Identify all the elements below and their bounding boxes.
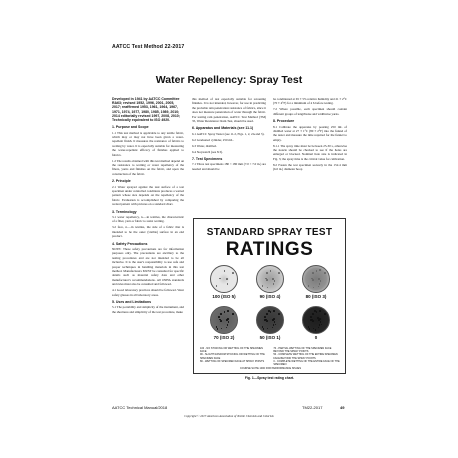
paragraph-8-2: 8.2 Fasten the test specimen securely in the 152.4 mm (6.0 in.) diameter hoop — [273, 162, 347, 172]
spray-point — [314, 310, 316, 312]
spray-point — [267, 328, 269, 330]
specimen-label: 50 (ISO 1) — [259, 335, 281, 340]
specimen-label: 80 (ISO 3) — [305, 294, 327, 299]
spray-point — [232, 272, 234, 274]
spray-point — [275, 324, 277, 326]
spray-point — [264, 319, 266, 321]
chart-footnote: COURSE SUITE 1000 FOR PERFORMANCE ISSUES — [240, 367, 301, 371]
spray-point — [266, 320, 268, 322]
specimen-rating — [256, 265, 284, 299]
spray-point — [308, 285, 310, 287]
spray-point — [278, 313, 280, 315]
spray-point — [232, 313, 234, 315]
spray-point — [321, 324, 323, 326]
specimen-label: 100 (ISO 5) — [212, 294, 236, 299]
spray-point — [319, 283, 321, 285]
section-heading-uses: 5. Uses and Limitations — [112, 299, 152, 304]
spray-point — [316, 311, 318, 313]
document-title: Water Repellency: Spray Test — [155, 74, 303, 86]
specimen-rating — [302, 265, 330, 299]
specimen-rating — [302, 306, 330, 340]
spray-point — [319, 318, 321, 320]
document-header: AATCC Test Method 22-2017 — [112, 44, 185, 50]
development-history: Developed in 1941 by AATCC Committee RA63; revised 1952, 1996, 2001, 2005, 2017; reaffirmed 1953, 1961, 1964, 1967, 1971, 1974, 1977, 1980, 1985, 1989, 2010; 2014 editorially revised 1997, 2008, 2010; Technically equivalent to ISO 4920. — [112, 97, 180, 123]
section-heading-specimens: 7. Test Specimens — [192, 156, 223, 161]
specimen-rating — [210, 306, 238, 340]
paragraph-7-1: 7.1 Three test specimens 180 × 180 mm (7.0 × 7.0 in.) are needed and should be — [192, 162, 267, 171]
paragraph-7-1-cont: be conditioned at 65 ± 5% relative humidity and 21 ± 2°C (70 ± 4°F) for a minimum of 4 h before testing. — [273, 97, 347, 106]
paragraph-6-3: 6.3 Water, distilled. — [192, 143, 217, 148]
specimen-disc — [210, 306, 238, 334]
specimen-rating — [256, 306, 284, 340]
spray-point — [273, 310, 275, 312]
section-heading-safety: 4. Safety Precautions — [112, 241, 148, 246]
spray-point — [274, 280, 276, 282]
legend-entry: 50 - COMPLETE WETTING OF THE ENTIRE SPECIMEN FACE BEYOND THE SPRAY POINTS — [273, 353, 338, 360]
spray-point — [262, 285, 264, 287]
spray-point — [312, 272, 314, 274]
spray-point — [227, 283, 229, 285]
spray-point — [220, 313, 222, 315]
spray-point — [320, 280, 322, 282]
section-heading-apparatus: 6. Apparatus and Materials (see 11.1) — [192, 126, 254, 131]
spray-point — [226, 327, 228, 329]
legend-entry: 90 - SLIGHT RANDOM STICKING OR WETTING OF THE SPECIMEN FACE — [200, 353, 265, 360]
page-number: 49 — [340, 405, 345, 410]
paragraph-1-1: 1.1 This test method is applicable to any textile fabric, which may or may not have been given a water-repellent finish. It measures the resistance of fabrics to wetting by water. It is especially suitable for measuring the water-repellent efficacy of finishes applied to fabrics. — [112, 130, 184, 157]
spray-point — [312, 279, 314, 281]
figure-caption: Fig. 1—Spray test rating chart. — [244, 376, 295, 380]
spray-point — [316, 270, 318, 272]
legend-entry: 0 - COMPLETE WETTING OF THE ENTIRE FACE OF THE SPECIMEN — [273, 359, 340, 367]
spray-point — [266, 272, 268, 274]
specimen-label: 0 — [314, 335, 318, 340]
footer-method: TM22-2017 — [302, 405, 323, 410]
paragraph-3-1: 3.1 water repellency, n.—in textiles, the characteristic of a fiber, yarn or fabric to resist wetting. — [112, 215, 184, 224]
spray-point — [309, 328, 311, 330]
spray-point — [219, 278, 221, 280]
spray-point — [267, 287, 269, 289]
chart-heading: STANDARD SPRAY TEST — [206, 227, 333, 238]
spray-point — [273, 283, 275, 285]
section-heading-purpose: 1. Purpose and Scope — [112, 125, 149, 130]
spray-point — [324, 272, 326, 274]
footer-publication: AATCC Technical Manual/2018 — [112, 405, 168, 410]
spray-point — [268, 310, 270, 312]
specimen-label: 90 (ISO 4) — [259, 294, 281, 299]
spray-point — [220, 320, 222, 322]
spray-point — [310, 319, 312, 321]
spray-test-rating-chart — [193, 218, 346, 374]
rating-legend — [200, 347, 341, 370]
paragraph-8-1-1: 8.1.1 The spray time must be between 25-30 s, otherwise the nozzle should be checked to see if the holes are enlarged or blocked. Nominal hole size is indicated in Fig. 3; the spray time is the critical value for calibration. — [273, 143, 347, 161]
spray-point — [224, 270, 226, 272]
spray-point — [221, 328, 223, 330]
specimen-disc — [256, 306, 284, 334]
paragraph-6-2: 6.2 Graduated cylinder, 250 mL. — [192, 137, 234, 142]
paragraph-2-1: 2.1 Water sprayed against the taut surface of a test specimen under controlled conditions produces a wetted pattern whose size depends on the repellency of the fabric. Evaluation is accomplished by comparing the wetted pattern with pictures on a standard chart. — [112, 184, 184, 207]
section-heading-principle: 2. Principle — [112, 179, 131, 184]
paragraph-safety-note: NOTE: These safety precautions are for information purposes only. The precautions are ancillary to the testing procedures and are not intended to be all inclusive. It is the user's responsibility to use safe and proper techniques in handling materials in this test method. Manufacturers MUST be consulted for specific details such as material safety data and other manufacturer's recommendations. All OSHA standards and rules must also be consulted and followed. — [112, 246, 184, 287]
column-2 — [192, 97, 266, 173]
paragraph-7-2: 7.2 Where possible, each specimen should contain different groups of lengthwise and widthwise yarns. — [273, 107, 347, 116]
spray-point — [318, 286, 320, 288]
spray-point — [274, 321, 276, 323]
legend-entry: 80 - WETTING OF SPECIMEN FACE AT SPRAY POINTS — [200, 359, 265, 363]
paragraph-3-2: 3.2 face, n.—in textiles, the side of a fabric that is intended to be the outer (visible) surface in an end product. — [112, 225, 184, 239]
paragraph-4-1: 4.1 Good laboratory practices should be followed. Wear safety glasses in all laboratory areas. — [112, 288, 184, 297]
spray-point — [227, 324, 229, 326]
specimen-disc — [302, 306, 330, 334]
column-1 — [112, 97, 184, 316]
legend-row — [200, 360, 341, 366]
spray-point — [216, 285, 218, 287]
spray-point — [318, 327, 320, 329]
paragraph-6-4: 6.4 Stopwatch (see 8.3). — [192, 149, 223, 154]
spray-point — [227, 318, 229, 320]
legend-entry: 70 - PARTIAL WETTING OF THE SPECIMEN FACE BEYOND THE SPRAY POINTS — [273, 347, 332, 354]
spray-point — [266, 313, 268, 315]
spray-point — [273, 318, 275, 320]
paragraph-5-1: 5.1 The portability and simplicity of the instrument, and the shortness and simplicity of the test procedure, make — [112, 305, 184, 314]
paragraph-5-1-cont: this method of test especially suitable for screening finishes. It is not intended, however, for use in predicting the probable rain penetration resistance of fabrics, since it does not measure penetration of water through the fabric. For testing rain penetration, AATCC Test Method (TM) 35, Water Resistance: Rain Test, should be used. — [192, 97, 266, 124]
section-heading-terminology: 3. Terminology — [112, 209, 137, 214]
spray-point — [270, 311, 272, 313]
copyright-line: Copyright © 2017 American Association of Textile Chemists and Colorists — [184, 414, 274, 418]
spray-point — [320, 321, 322, 323]
spray-point — [319, 310, 321, 312]
spray-point — [270, 270, 272, 272]
spray-point — [315, 329, 317, 331]
spray-point — [264, 316, 266, 318]
spray-point — [313, 287, 315, 289]
paragraph-6-1: 6.1 AATCC Spray Tester (see 11.2, Figs. 1, 2, 2A and 3). — [192, 131, 265, 136]
spray-point — [266, 279, 268, 281]
spray-point — [312, 313, 314, 315]
spray-point — [310, 316, 312, 318]
spray-point — [224, 311, 226, 313]
spray-point — [226, 278, 228, 280]
spray-point — [228, 321, 230, 323]
chart-ratings-heading: RATINGS — [225, 239, 314, 260]
specimen-disc — [210, 265, 238, 293]
spray-point — [312, 320, 314, 322]
spray-point — [218, 316, 220, 318]
paragraph-1-2: 1.2 The results obtained with this test method depend on the resistance to wetting or water repellency of the fibers, yarns and finishes on the fabric, and upon the construction of the fabric. — [112, 158, 185, 176]
section-heading-procedure: 8. Procedure — [273, 119, 295, 124]
paragraph-8-1: 8.1 Calibrate the apparatus by pouring 250 mL of distilled water at 27 ± 1°C (80 ± 2°F) into the funnel of the tester and measure the time required for the funnel to empty. — [273, 124, 347, 142]
column-3 — [273, 97, 347, 173]
spray-point — [272, 327, 274, 329]
spray-point — [217, 328, 219, 330]
spray-point — [227, 310, 229, 312]
specimen-disc — [302, 265, 330, 293]
spray-point — [317, 317, 319, 319]
spray-point — [263, 328, 265, 330]
spray-point — [278, 272, 280, 274]
spray-point — [319, 269, 321, 271]
legend-entry: 100 - NO STICKING OR WETTING OF THE SPECIMEN FACE — [200, 347, 263, 354]
specimen-disc — [256, 265, 284, 293]
spray-point — [324, 313, 326, 315]
specimen-rating — [210, 265, 238, 299]
specimen-label: 70 (ISO 2) — [213, 335, 235, 340]
